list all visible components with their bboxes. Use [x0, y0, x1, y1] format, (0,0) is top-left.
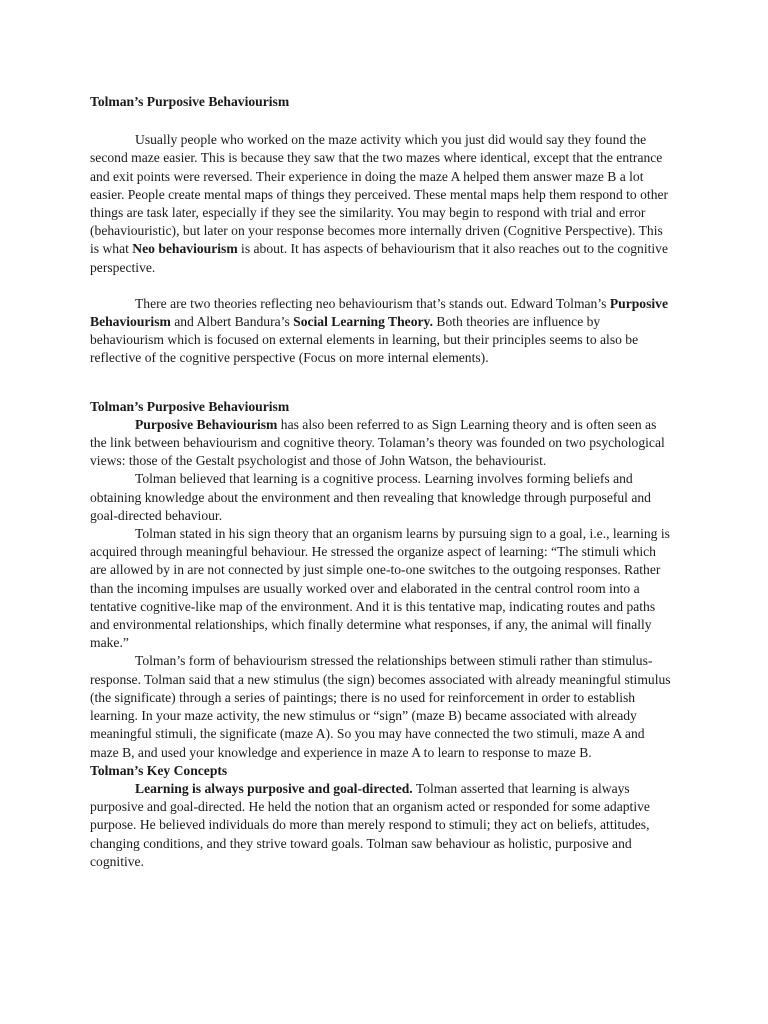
- text-run: has also been referred to as Sign Learning theory and is often seen as the link between behaviourism and cognitive theory. Tolaman’s theory was founded on two psychological views: those of the Gestalt psychologist and those of John Watson, the behaviourist.: [90, 416, 665, 469]
- paragraph-two-theories: [90, 295, 673, 368]
- heading-key-concepts: Tolman’s Key Concepts: [90, 762, 228, 778]
- paragraph-stimuli-relationships: Tolman’s form of behaviourism stressed the relationships between stimuli rather than stimulus-response. Tolman said that a new stimulus (the sign) becomes associated with already meaningful stimulus (the significate) through a series of paintings; there is no used for reinforcement in order to establish learning. In your maze activity, the new stimulus or “sign” (maze B) became associated with already meaningful stimuli, the significate (maze A). So you may have connected the two stimuli, maze A and maze B, and used your knowledge and experience in maze A to learn to response to maze B.: [90, 653, 671, 760]
- bold-term-learning-purposive: Learning is always purposive and goal-directed.: [135, 780, 413, 796]
- bold-term-purposive-behaviourism: Purposive Behaviourism: [135, 416, 278, 432]
- spacer: [90, 277, 673, 295]
- text-run: and Albert Bandura’s: [170, 314, 294, 330]
- bold-term-purposive-behaviourism: Purposive Behaviourism: [90, 295, 668, 330]
- paragraph-cognitive-process: Tolman believed that learning is a cognitive process. Learning involves forming beliefs and obtaining knowledge about the environment and then revealing that knowledge through purposeful and goal-directed behaviour.: [90, 471, 651, 523]
- bold-term-neo-behaviourism: Neo behaviourism: [132, 241, 238, 257]
- bold-term-social-learning-theory: Social Learning Theory.: [293, 314, 433, 330]
- spacer: [90, 111, 673, 131]
- spacer: [90, 368, 673, 398]
- text-run: Both theories are influence by behaviourism which is focused on external elements in learning, but their principles seems to also be reflective of the cognitive perspective (Focus on more internal elements).: [90, 314, 639, 366]
- paragraph-intro: [90, 131, 673, 277]
- text-run: Usually people who worked on the maze activity which you just did would say they found the second maze easier. This is because they saw that the two mazes where identical, except that the entrance and exit points were reversed. Their experience in doing the maze A helped them answer maze B a lot easier. People create mental maps of things they perceived. These mental maps help them respond to other things are task later, especially if they see the similarity. You may begin to respond with trial and error (behaviouristic), but later on your response becomes more internally driven (Cognitive Perspective). This is what: [90, 132, 669, 257]
- text-run: There are two theories reflecting neo behaviourism that’s stands out. Edward Tolman’s: [135, 295, 610, 311]
- text-run: Tolman asserted that learning is always purposive and goal-directed. He held the notion that an organism acted or responded for some adaptive purpose. He believed individuals do more than merely respond to stimuli; they act on beliefs, attitudes, changing conditions, and they strive toward goals. Tolman saw behaviour as holistic, purposive and cognitive.: [90, 780, 650, 869]
- paragraph-sign-theory: Tolman stated in his sign theory that an organism learns by pursuing sign to a goal, i.e., learning is acquired through meaningful behaviour. He stressed the organize aspect of learning: “The stimuli which are allowed by in are not connected by just simple one-to-one switches to the outgoing responses. Rather than the incoming impulses are usually worked over and elaborated in the central control room into a tentative cognitive-like map of the environment. And it is this tentative map, indicating routes and paths and environmental relationships, which finally determine what responses, if any, the animal will finally make.”: [90, 526, 670, 651]
- heading-purposive-behaviourism: Tolman’s Purposive Behaviourism: [90, 94, 290, 109]
- heading-purposive-behaviourism-2: Tolman’s Purposive Behaviourism: [90, 398, 290, 414]
- paragraph-purposive-learning: [90, 780, 673, 871]
- paragraph-sign-learning: [90, 416, 673, 471]
- text-run: is about. It has aspects of behaviourism that it also reaches out to the cognitive perspective.: [90, 241, 669, 275]
